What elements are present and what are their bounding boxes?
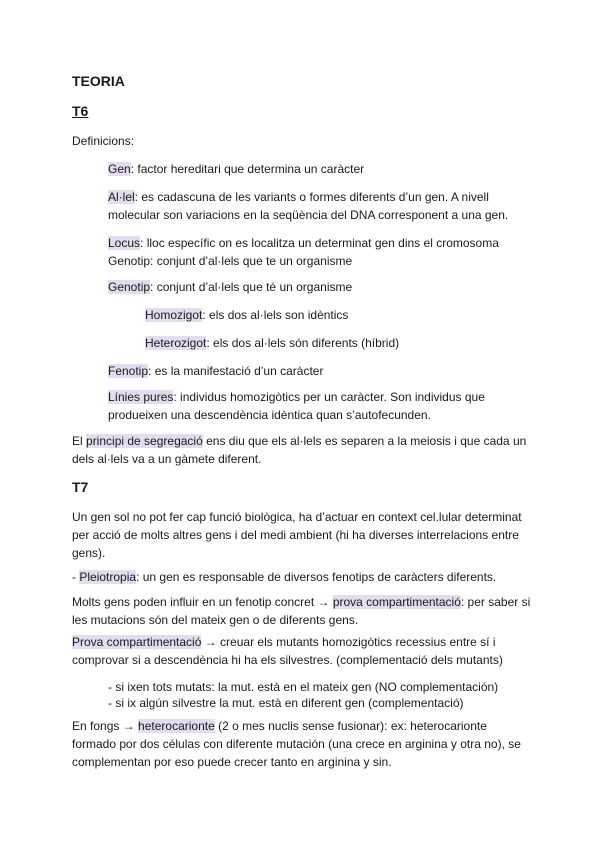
paragraph-pleiotropia: - Pleiotropia: un gen es responsable de diversos fenotips de caràcters diferents. xyxy=(72,570,497,584)
term-prova-compartimentacio-2: Prova compartimentació xyxy=(72,635,202,649)
definition-heterozigot: Heterozigot: els dos al·lels són diferents (híbrid) xyxy=(145,336,400,350)
term-principi-segregacio: principi de segregació xyxy=(86,434,203,448)
section-heading-t6: T6 xyxy=(72,103,89,119)
term-allel: Al·lel xyxy=(108,190,135,204)
term-pleiotropia: Pleiotropia xyxy=(79,570,137,584)
bullet-item-2: - si ix algún silvestre la mut. està en diferent gen (complementació) xyxy=(108,696,464,710)
definition-allel: Al·lel: es cadascuna de les variants o formes diferents d’un gen. A nivell molecular son variacions en la seqüència del DNA corresponent a una gen. xyxy=(108,190,509,222)
term-gen: Gen xyxy=(108,162,131,176)
definition-homozigot: Homozigot: els dos al·lels son idèntics xyxy=(145,308,349,322)
paragraph-fongs: En fongs → heterocarionte (2 o mes nuclis sense fusionar): ex: heterocarionte formado por dos células con diferente mutación (una crece en arginina y otra no), se complementan por eso puede crecer tanto en arginina y sin. xyxy=(72,719,521,769)
term-heterozigot: Heterozigot xyxy=(145,336,207,350)
term-linies-pures: Línies pures xyxy=(108,390,174,404)
term-genotip: Genotip xyxy=(108,280,151,294)
definition-fenotip: Fenotip: es la manifestació d’un caràcter xyxy=(108,364,324,378)
definition-gen: Gen: factor hereditari que determina un caràcter xyxy=(108,162,365,176)
paragraph-segregacio: El principi de segregació ens diu que els al·lels es separen a la meiosis i que cada un dels al·lels va a un gàmete diferent. xyxy=(72,434,527,466)
definitions-label: Definicions: xyxy=(72,134,135,148)
bullet-item-1: - si ixen tots mutats: la mut. està en el mateix gen (NO complementación) xyxy=(108,680,499,694)
term-prova-compartimentacio: prova compartimentació xyxy=(332,595,461,609)
term-homozigot: Homozigot xyxy=(145,308,203,322)
definition-linies-pures: Línies pures: individus homozigòtics per un caràcter. Son individus que produeixen una descendència idèntica quan s’autofecunden. xyxy=(108,390,485,422)
term-heterocarionte: heterocarionte xyxy=(138,719,215,733)
paragraph-gen-sol: Un gen sol no pot fer cap funció biològica, ha d’actuar en context cel.lular determinat per acció de molts altres gens i del medi ambient (hi ha diverses interrelacions entre gens). xyxy=(72,510,522,560)
section-heading-t7: T7 xyxy=(72,479,89,495)
definition-genotip: Genotip: conjunt d’al·lels que té un organisme xyxy=(108,280,353,294)
definition-locus: Locus: lloc específic on es localitza un determinat gen dins el cromosoma Genotip: conjunt d’al·lels que te un organisme xyxy=(108,236,499,268)
title-teoria: TEORIA xyxy=(72,73,125,89)
paragraph-molts-gens: Molts gens poden influir en un fenotip concret → prova compartimentació: per saber si les mutacions són del mateix gen o de diferents gens. xyxy=(72,595,531,627)
paragraph-prova-compartimentacio: Prova compartimentació → creuar els mutants homozigòtics recessius entre sí i comprovar si a descendència hi ha els silvestres. (complementació dels mutants) xyxy=(72,635,503,667)
term-fenotip: Fenotip xyxy=(108,364,149,378)
term-locus: Locus xyxy=(108,236,141,250)
